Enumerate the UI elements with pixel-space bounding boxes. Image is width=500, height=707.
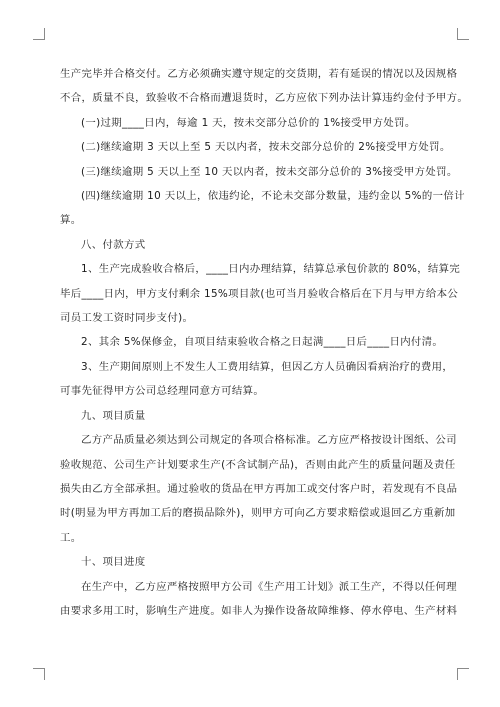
text-line: 乙方产品质量必须达到公司规定的各项合格标准。乙方应严格按设计图纸、公司 xyxy=(81,434,457,447)
text-line: 司员工发工资时同步支付)。 xyxy=(60,312,194,325)
text-line: 八、付款方式 xyxy=(81,238,146,251)
crop-mark-top-left xyxy=(33,28,45,40)
text-line: (一)过期____日内，每逾 1 天，按未交部分总价的 1%接受甲方处罚。 xyxy=(81,116,416,129)
text-line: 不合，质量不良，致验收不合格而遭退货时，乙方应依下列办法计算违约金付予甲方。 xyxy=(60,92,469,105)
text-line: 生产完毕并合格交付。乙方必须确实遵守规定的交货期，若有延误的情况以及因规格 xyxy=(60,68,458,80)
crop-mark-top-right xyxy=(457,28,469,40)
document-body xyxy=(60,62,469,623)
text-line: (三)继续逾期 5 天以上至 10 天以内者，按未交部分总价的 3%接受甲方处罚。 xyxy=(81,165,458,178)
text-line: 时(明显为甲方再加工后的磨损品除外)，则甲方可向乙方要求赔偿或退回乙方重新加 xyxy=(60,507,456,520)
crop-mark-bottom-right xyxy=(457,668,469,680)
text-line: 工。 xyxy=(60,531,82,544)
text-line: 2、其余 5%保修金，自项目结束验收合格之日起满____日后____日内付清。 xyxy=(81,336,444,349)
text-line: 损失由乙方全部承担。通过验收的货品在甲方再加工或交付客户时，若发现有不良品 xyxy=(60,482,458,495)
text-line: 验收规范、公司生产计划要求生产(不含试制产品)，否则由此产生的质量问题及责任 xyxy=(60,458,456,471)
text-line: 九、项目质量 xyxy=(81,409,146,422)
text-line: 可事先征得甲方公司总经理同意方可结算。 xyxy=(60,385,265,398)
text-line: 算。 xyxy=(60,214,82,227)
text-line: 由要求多用工时，影响生产进度。如非人为操作设备故障维修、停水停电、生产材料 xyxy=(60,604,458,617)
text-line: 十、项目进度 xyxy=(81,556,146,569)
text-line: 在生产中，乙方应严格按照甲方公司《生产用工计划》派工生产，不得以任何理 xyxy=(81,580,457,593)
text-line: 1、生产完成验收合格后，____日内办理结算，结算总承包价款的 80%，结算完 xyxy=(81,263,461,276)
text-line: 3、生产期间原则上不发生人工费用结算，但因乙方人员确因看病治疗的费用， xyxy=(81,360,454,373)
text-line: (四)继续逾期 10 天以上，依违约论，不论未交部分数量，违约金以 5%的一倍计 xyxy=(81,190,465,203)
crop-mark-bottom-left xyxy=(33,668,45,680)
text-line: 毕后____日内，甲方支付剩余 15%项目款(也可当月验收合格后在下月与甲方给本公 xyxy=(60,287,459,300)
text-line: (二)继续逾期 3 天以上至 5 天以内者，按未交部分总价的 2%接受甲方处罚。 xyxy=(81,141,451,154)
